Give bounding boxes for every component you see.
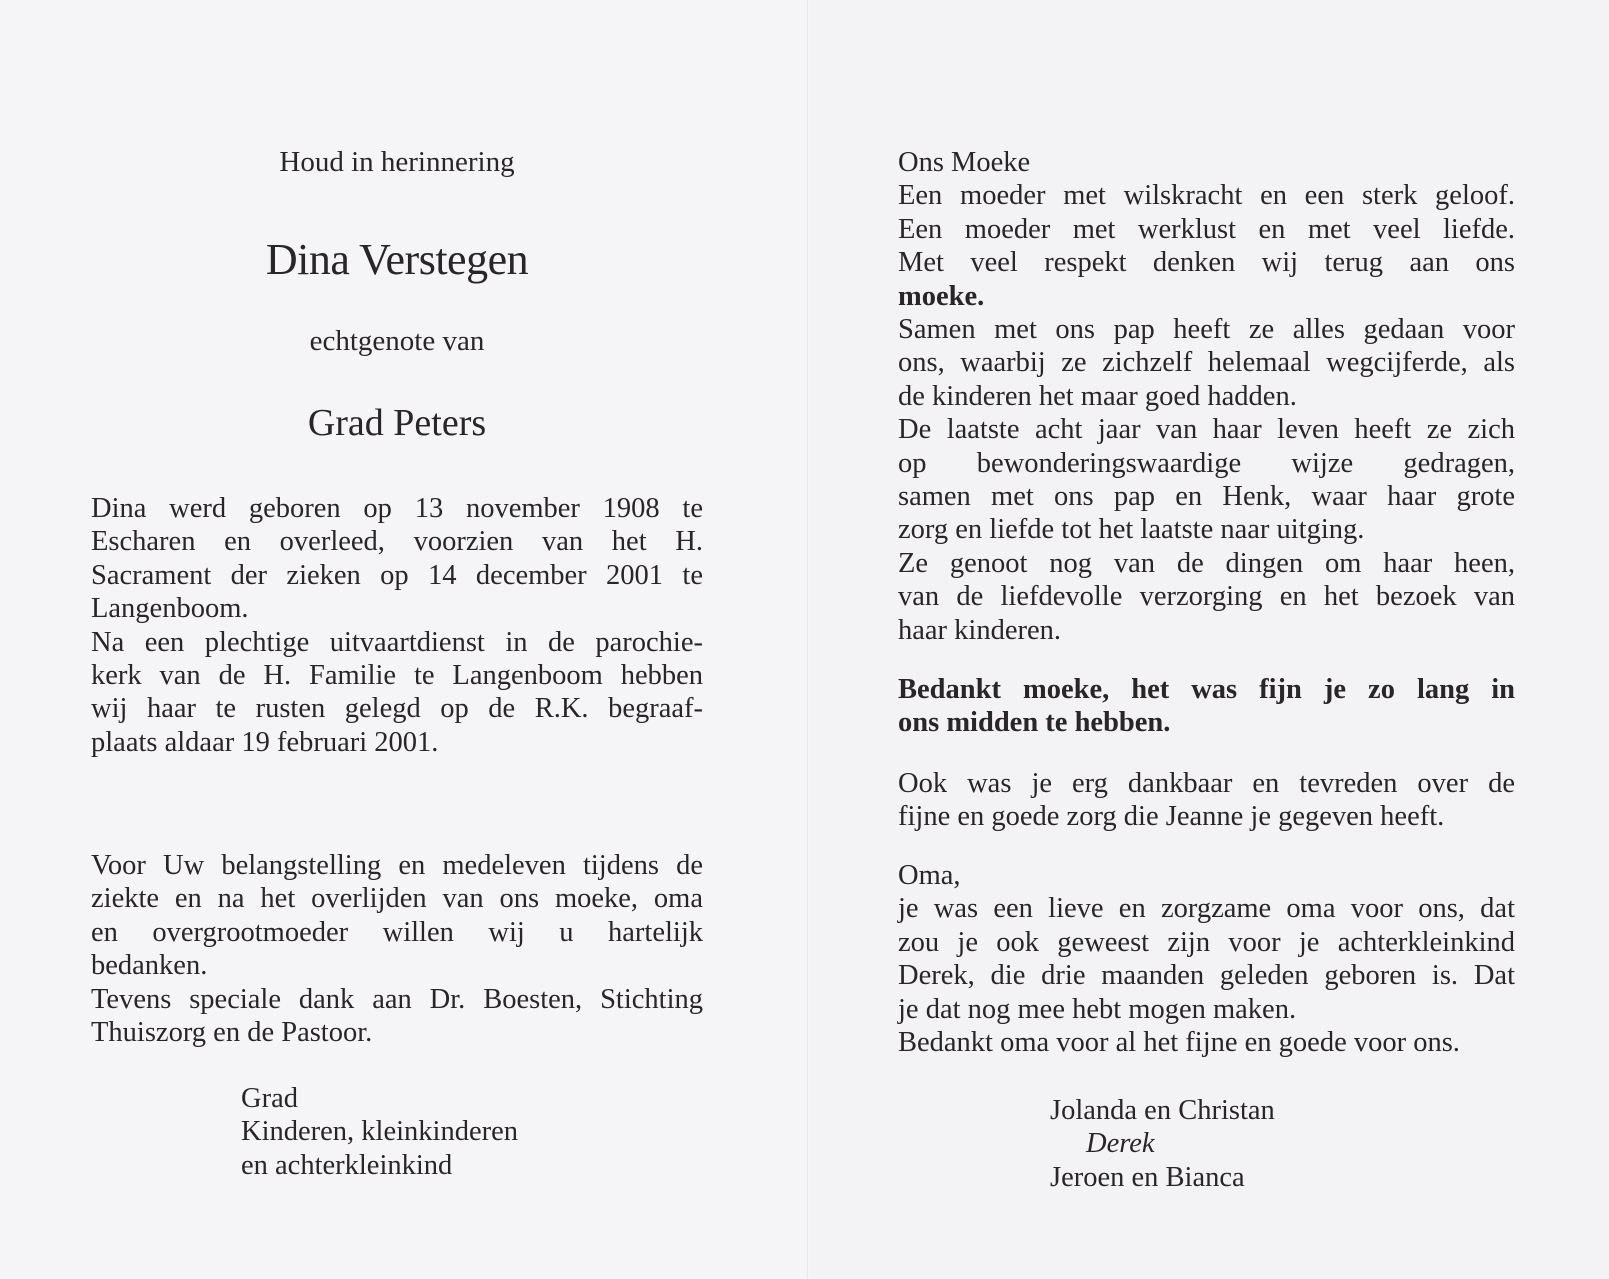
- left-signature: [241, 1082, 518, 1182]
- memory-line: ons, waarbij ze zichzelf helemaal wegcijferde, als: [898, 347, 1515, 379]
- biography-paragraph: [91, 492, 703, 759]
- spouse-of-label: echtgenote van: [309, 325, 485, 357]
- memory-line: van de liefdevolle verzorging en het bezoek van: [898, 581, 1515, 613]
- oma-paragraph: [898, 859, 1515, 1059]
- memory-line: samen met ons pap en Henk, waar haar grote: [898, 481, 1515, 513]
- memory-line: de kinderen het maar goed hadden.: [898, 380, 1297, 412]
- bio-line: Langenboom.: [91, 593, 249, 625]
- bio-line: Dina werd geboren op 13 november 1908 te: [91, 493, 703, 524]
- bio-line: plaats aldaar 19 februari 2001.: [91, 726, 439, 758]
- jeanne-line: fijne en goede zorg die Jeanne je gegeven heeft.: [898, 801, 1445, 833]
- oma-line: je dat nog mee hebt mogen maken.: [898, 993, 1297, 1025]
- thanks-line: en overgrootmoeder willen wij u hartelijk: [91, 916, 703, 948]
- poem-title: Ons Moeke: [898, 147, 1031, 178]
- poem-line: Met veel respekt denken wij terug aan ons: [898, 247, 1515, 279]
- jeanne-paragraph: [898, 767, 1515, 834]
- thanks-line: Thuiszorg en de Pastoor.: [91, 1017, 373, 1049]
- signature-line-italic: Derek: [1086, 1128, 1155, 1160]
- memory-line: De laatste acht jaar van haar leven heeft ze zich: [898, 414, 1515, 446]
- poem-line: Een moeder met wilskracht en een sterk geloof.: [898, 180, 1515, 212]
- thanks-line: Tevens speciale dank aan Dr. Boesten, Stichting: [91, 983, 703, 1015]
- remember-heading: Houd in herinnering: [279, 146, 515, 178]
- bio-line: wij haar te rusten gelegd op de R.K. begraaf-: [91, 693, 703, 725]
- thanks-paragraph: [91, 849, 703, 1049]
- poem-bold-word: moeke.: [898, 280, 985, 312]
- memorial-text: [898, 146, 1515, 647]
- bio-line: Sacrament der zieken op 14 december 2001 te: [91, 559, 703, 591]
- bio-line: Escharen en overleed, voorzien van het H.: [91, 526, 703, 558]
- card-fold-line: [807, 0, 809, 1279]
- thanks-line: bedanken.: [91, 950, 208, 982]
- poem-line: Een moeder met werklust en met veel liefde.: [898, 213, 1515, 245]
- bold-thanks-line: ons midden te hebben.: [898, 707, 1171, 739]
- signature-line: Grad: [241, 1083, 298, 1114]
- bold-thanks-paragraph: [898, 673, 1515, 740]
- oma-line: Derek, die drie maanden geleden geboren is. Dat: [898, 960, 1515, 992]
- oma-line: je was een lieve en zorgzame oma voor ons, dat: [898, 893, 1515, 925]
- oma-greeting: Oma,: [898, 860, 961, 891]
- signature-line: Jolanda en Christan: [1050, 1095, 1275, 1126]
- jeanne-line: Ook was je erg dankbaar en tevreden over de: [898, 768, 1515, 799]
- spouse-name: Grad Peters: [307, 402, 487, 444]
- oma-line: Bedankt oma voor al het fijne en goede voor ons.: [898, 1027, 1460, 1059]
- memory-line: Ze genoot nog van de dingen om haar heen,: [898, 547, 1515, 579]
- bold-thanks-line: Bedankt moeke, het was fijn je zo lang in: [898, 674, 1515, 705]
- oma-line: zou je ook geweest zijn voor je achterkleinkind: [898, 926, 1515, 958]
- memory-line: Samen met ons pap heeft ze alles gedaan voor: [898, 314, 1515, 346]
- bio-line: kerk van de H. Familie te Langenboom hebben: [91, 660, 703, 692]
- signature-line: en achterkleinkind: [241, 1149, 453, 1181]
- bio-line: Na een plechtige uitvaartdienst in de parochie-: [91, 626, 703, 658]
- memory-line: op bewonderingswaardige wijze gedragen,: [898, 447, 1515, 479]
- deceased-name: Dina Verstegen: [265, 235, 529, 284]
- signature-line: Kinderen, kleinkinderen: [241, 1116, 518, 1148]
- right-signature: [1050, 1094, 1275, 1194]
- thanks-line: ziekte en na het overlijden van ons moeke, oma: [91, 883, 703, 915]
- memory-line: haar kinderen.: [898, 614, 1061, 646]
- memory-line: zorg en liefde tot het laatste naar uitging.: [898, 514, 1365, 546]
- signature-line: Jeroen en Bianca: [1050, 1161, 1245, 1193]
- thanks-line: Voor Uw belangstelling en medeleven tijdens de: [91, 850, 703, 881]
